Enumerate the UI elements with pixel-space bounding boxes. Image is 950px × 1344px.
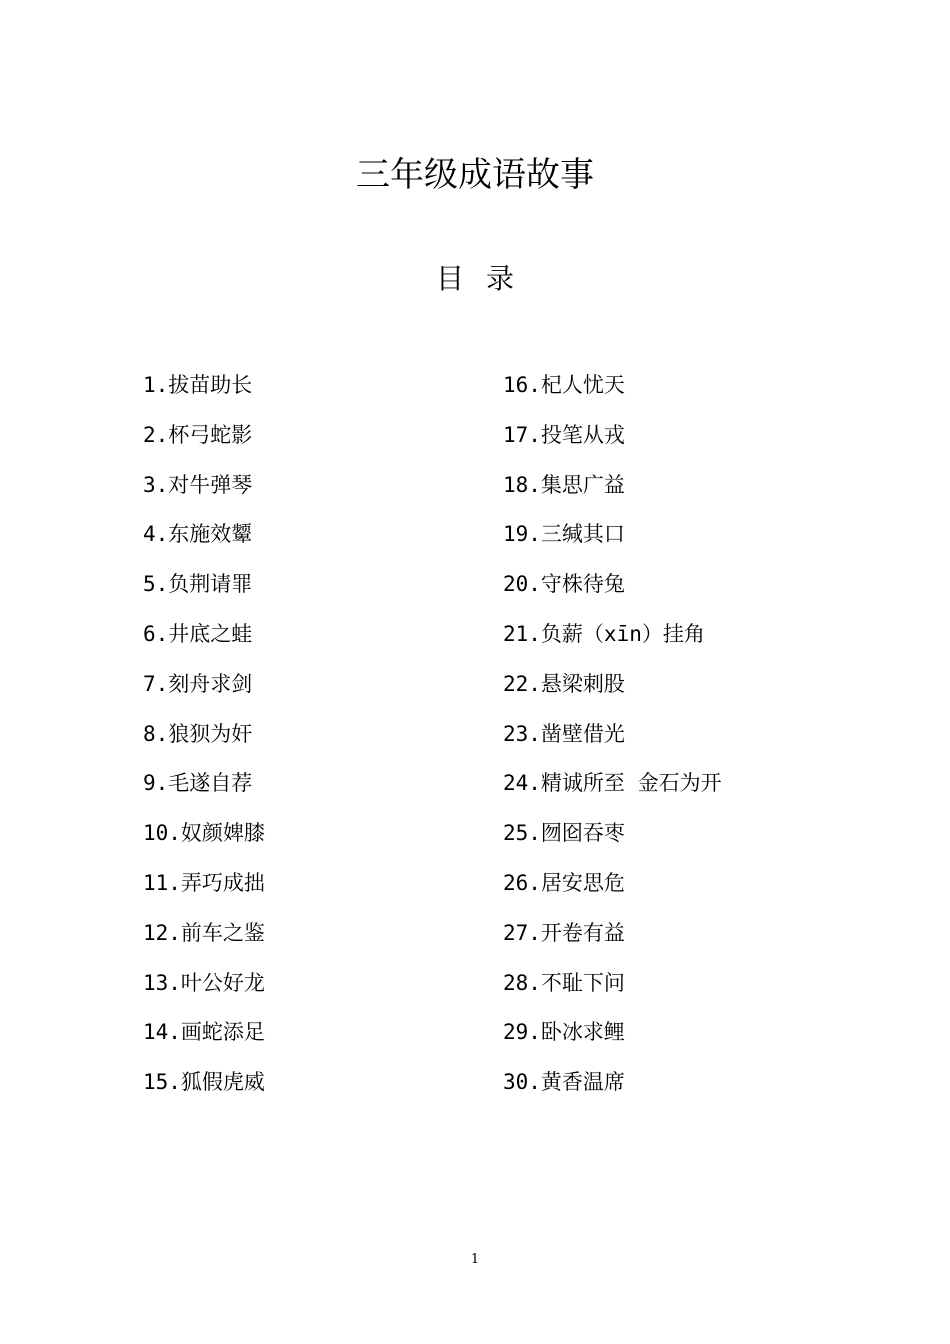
toc-item: 20.守株待兔 [503,572,625,597]
toc-item: 8.狼狈为奸 [143,721,253,746]
toc-column-left [143,360,483,1107]
page-number: 1 [470,1252,480,1267]
toc-item: 15.狐假虎威 [143,1070,265,1095]
toc-item: 10.奴颜婢膝 [143,821,265,846]
toc-heading: 目录 [435,262,536,295]
toc-item: 19.三缄其口 [503,522,625,547]
toc-item: 1.拔苗助长 [143,373,253,397]
toc-item: 29.卧冰求鲤 [503,1020,625,1045]
toc-item: 27.开卷有益 [503,920,625,945]
document-title: 三年级成语故事 [356,155,594,195]
toc-item: 4.东施效颦 [143,522,253,547]
toc-item: 9.毛遂自荐 [143,771,253,796]
toc-item: 14.画蛇添足 [143,1020,265,1045]
toc-item: 25.囫囵吞枣 [503,821,625,846]
toc-column-right [503,360,903,1107]
toc-item: 6.井底之蛙 [143,621,253,646]
toc-item: 13.叶公好龙 [143,970,265,995]
toc-item: 26.居安思危 [503,870,625,895]
toc-item: 16.杞人忧天 [503,373,625,397]
toc-item: 2.杯弓蛇影 [143,422,253,447]
toc-item: 3.对牛弹琴 [143,472,253,497]
toc-item: 22.悬梁刺股 [503,671,625,696]
toc-item: 7.刻舟求剑 [143,671,253,696]
toc-item: 11.弄巧成拙 [143,870,265,895]
toc-item: 23.凿壁借光 [503,721,625,746]
toc-item: 12.前车之鉴 [143,920,265,945]
toc-item: 21.负薪（xīn）挂角 [503,621,705,646]
toc-item: 24.精诚所至 金石为开 [503,771,722,796]
toc-item: 17.投笔从戎 [503,422,625,447]
toc-item: 28.不耻下问 [503,970,625,995]
toc-item: 5.负荆请罪 [143,572,253,597]
toc-item: 18.集思广益 [503,472,625,497]
toc-item: 30.黄香温席 [503,1070,625,1095]
